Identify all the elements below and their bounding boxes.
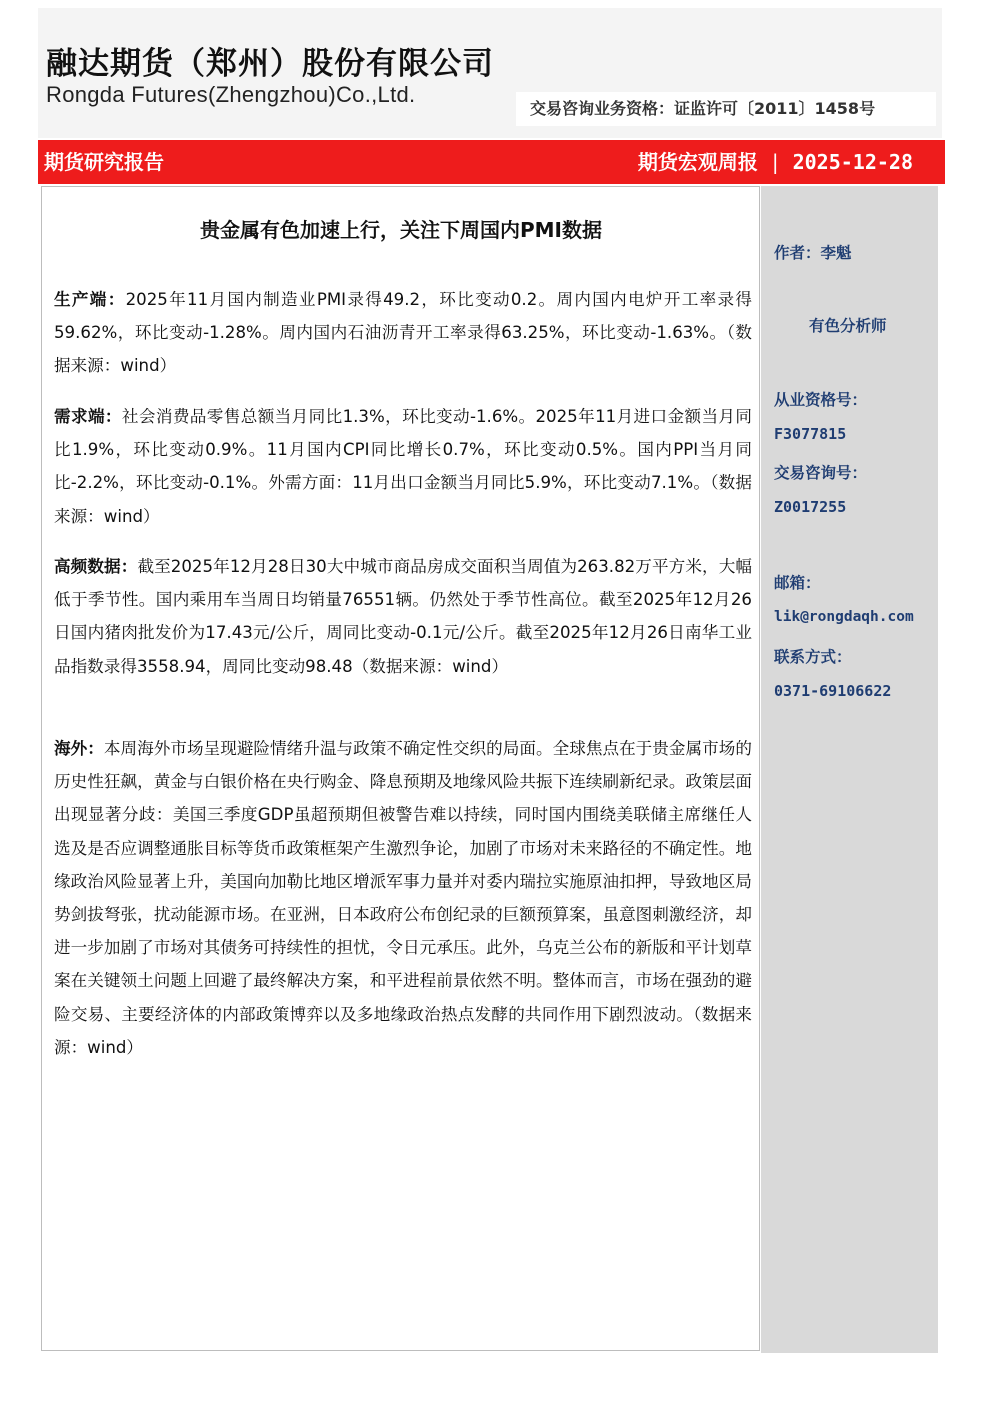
report-meta xyxy=(638,140,913,184)
section-lead: 高频数据： xyxy=(54,557,138,576)
section-lead: 生产端： xyxy=(54,290,126,309)
report-date: 2025-12-28 xyxy=(792,150,913,174)
author-label: 作者：李魁 xyxy=(774,243,852,262)
section-text: 社会消费品零售总额当月同比1.3%，环比变动-1.6%。2025年11月进口金额当月同比1.9%，环比变动0.9%。11月国内CPI同比增长0.7%，环比变动0.5%。国内PPI当月同比-2.2%，环比变动-0.1%。外需方面：11月出口金额当月同比5.9%，环比变动7.1%。（数据来源：wind） xyxy=(54,407,752,526)
section-text: 2025年11月国内制造业PMI录得49.2，环比变动0.2。周内国内电炉开工率录得59.62%，环比变动-1.28%。周内国内石油沥青开工率录得63.25%，环比变动-1.63%。（数据来源：wind） xyxy=(54,290,752,376)
section-text: 截至2025年12月28日30大中城市商品房成交面积当周值为263.82万平方米，大幅低于季节性。国内乘用车当周日均销量76551辆。仍然处于季节性高位。截至2025年12月26日国内猪肉批发价为17.43元/公斤，周同比变动-0.1元/公斤。截至2025年12月26日南华工业品指数录得3558.94，周同比变动98.48（数据来源：wind） xyxy=(54,557,752,676)
section-production xyxy=(54,283,752,383)
article-title: 贵金属有色加速上行，关注下周国内PMI数据 xyxy=(199,218,602,242)
section-high-frequency xyxy=(54,550,752,683)
contact-label: 联系方式： xyxy=(774,647,852,666)
report-type: 期货宏观周报 xyxy=(637,150,758,174)
license-text: 交易咨询业务资格：证监许可〔2011〕1458号 xyxy=(516,92,936,126)
company-name-cn: 融达期货（郑州）股份有限公司 xyxy=(46,46,494,82)
banner-separator: | xyxy=(771,150,779,174)
email-label: 邮箱： xyxy=(774,573,821,592)
section-demand xyxy=(54,400,752,533)
qualification-label: 从业资格号： xyxy=(774,390,868,409)
section-overseas xyxy=(54,732,752,1064)
company-name-en: Rongda Futures(Zhengzhou)Co.,Ltd. xyxy=(46,82,416,107)
report-category: 期货研究报告 xyxy=(44,150,164,174)
section-lead: 海外： xyxy=(54,739,104,758)
email-link[interactable]: lik@rongdaqh.com xyxy=(774,609,914,625)
section-lead: 需求端： xyxy=(54,407,122,426)
consult-number: Z0017255 xyxy=(774,498,847,516)
author-sidebar xyxy=(761,186,938,1353)
qualification-number: F3077815 xyxy=(774,425,847,443)
report-banner xyxy=(38,140,945,184)
consult-label: 交易咨询号： xyxy=(774,463,868,482)
section-text: 本周海外市场呈现避险情绪升温与政策不确定性交织的局面。全球焦点在于贵金属市场的历史性狂飙，黄金与白银价格在央行购金、降息预期及地缘风险共振下连续刷新纪录。政策层面出现显著分歧：美国三季度GDP虽超预期但被警告难以持续，同时国内围绕美联储主席继任人选及是否应调整通胀目标等货币政策框架产生激烈争论，加剧了市场对未来路径的不确定性。地缘政治风险显著上升，美国向加勒比地区增派军事力量并对委内瑞拉实施原油扣押，导致地区局势剑拔弩张，扰动能源市场。在亚洲，日本政府公布创纪录的巨额预算案，虽意图刺激经济，却进一步加剧了市场对其债务可持续性的担忧，令日元承压。此外，乌克兰公布的新版和平计划草案在关键领土问题上回避了最终解决方案，和平进程前景依然不明。整体而言，市场在强劲的避险交易、主要经济体的内部政策博弈以及多地缘政治热点发酵的共同作用下剧烈波动。（数据来源：wind） xyxy=(54,739,752,1057)
author-role: 有色分析师 xyxy=(809,316,887,335)
phone-number: 0371-69106622 xyxy=(774,682,892,700)
